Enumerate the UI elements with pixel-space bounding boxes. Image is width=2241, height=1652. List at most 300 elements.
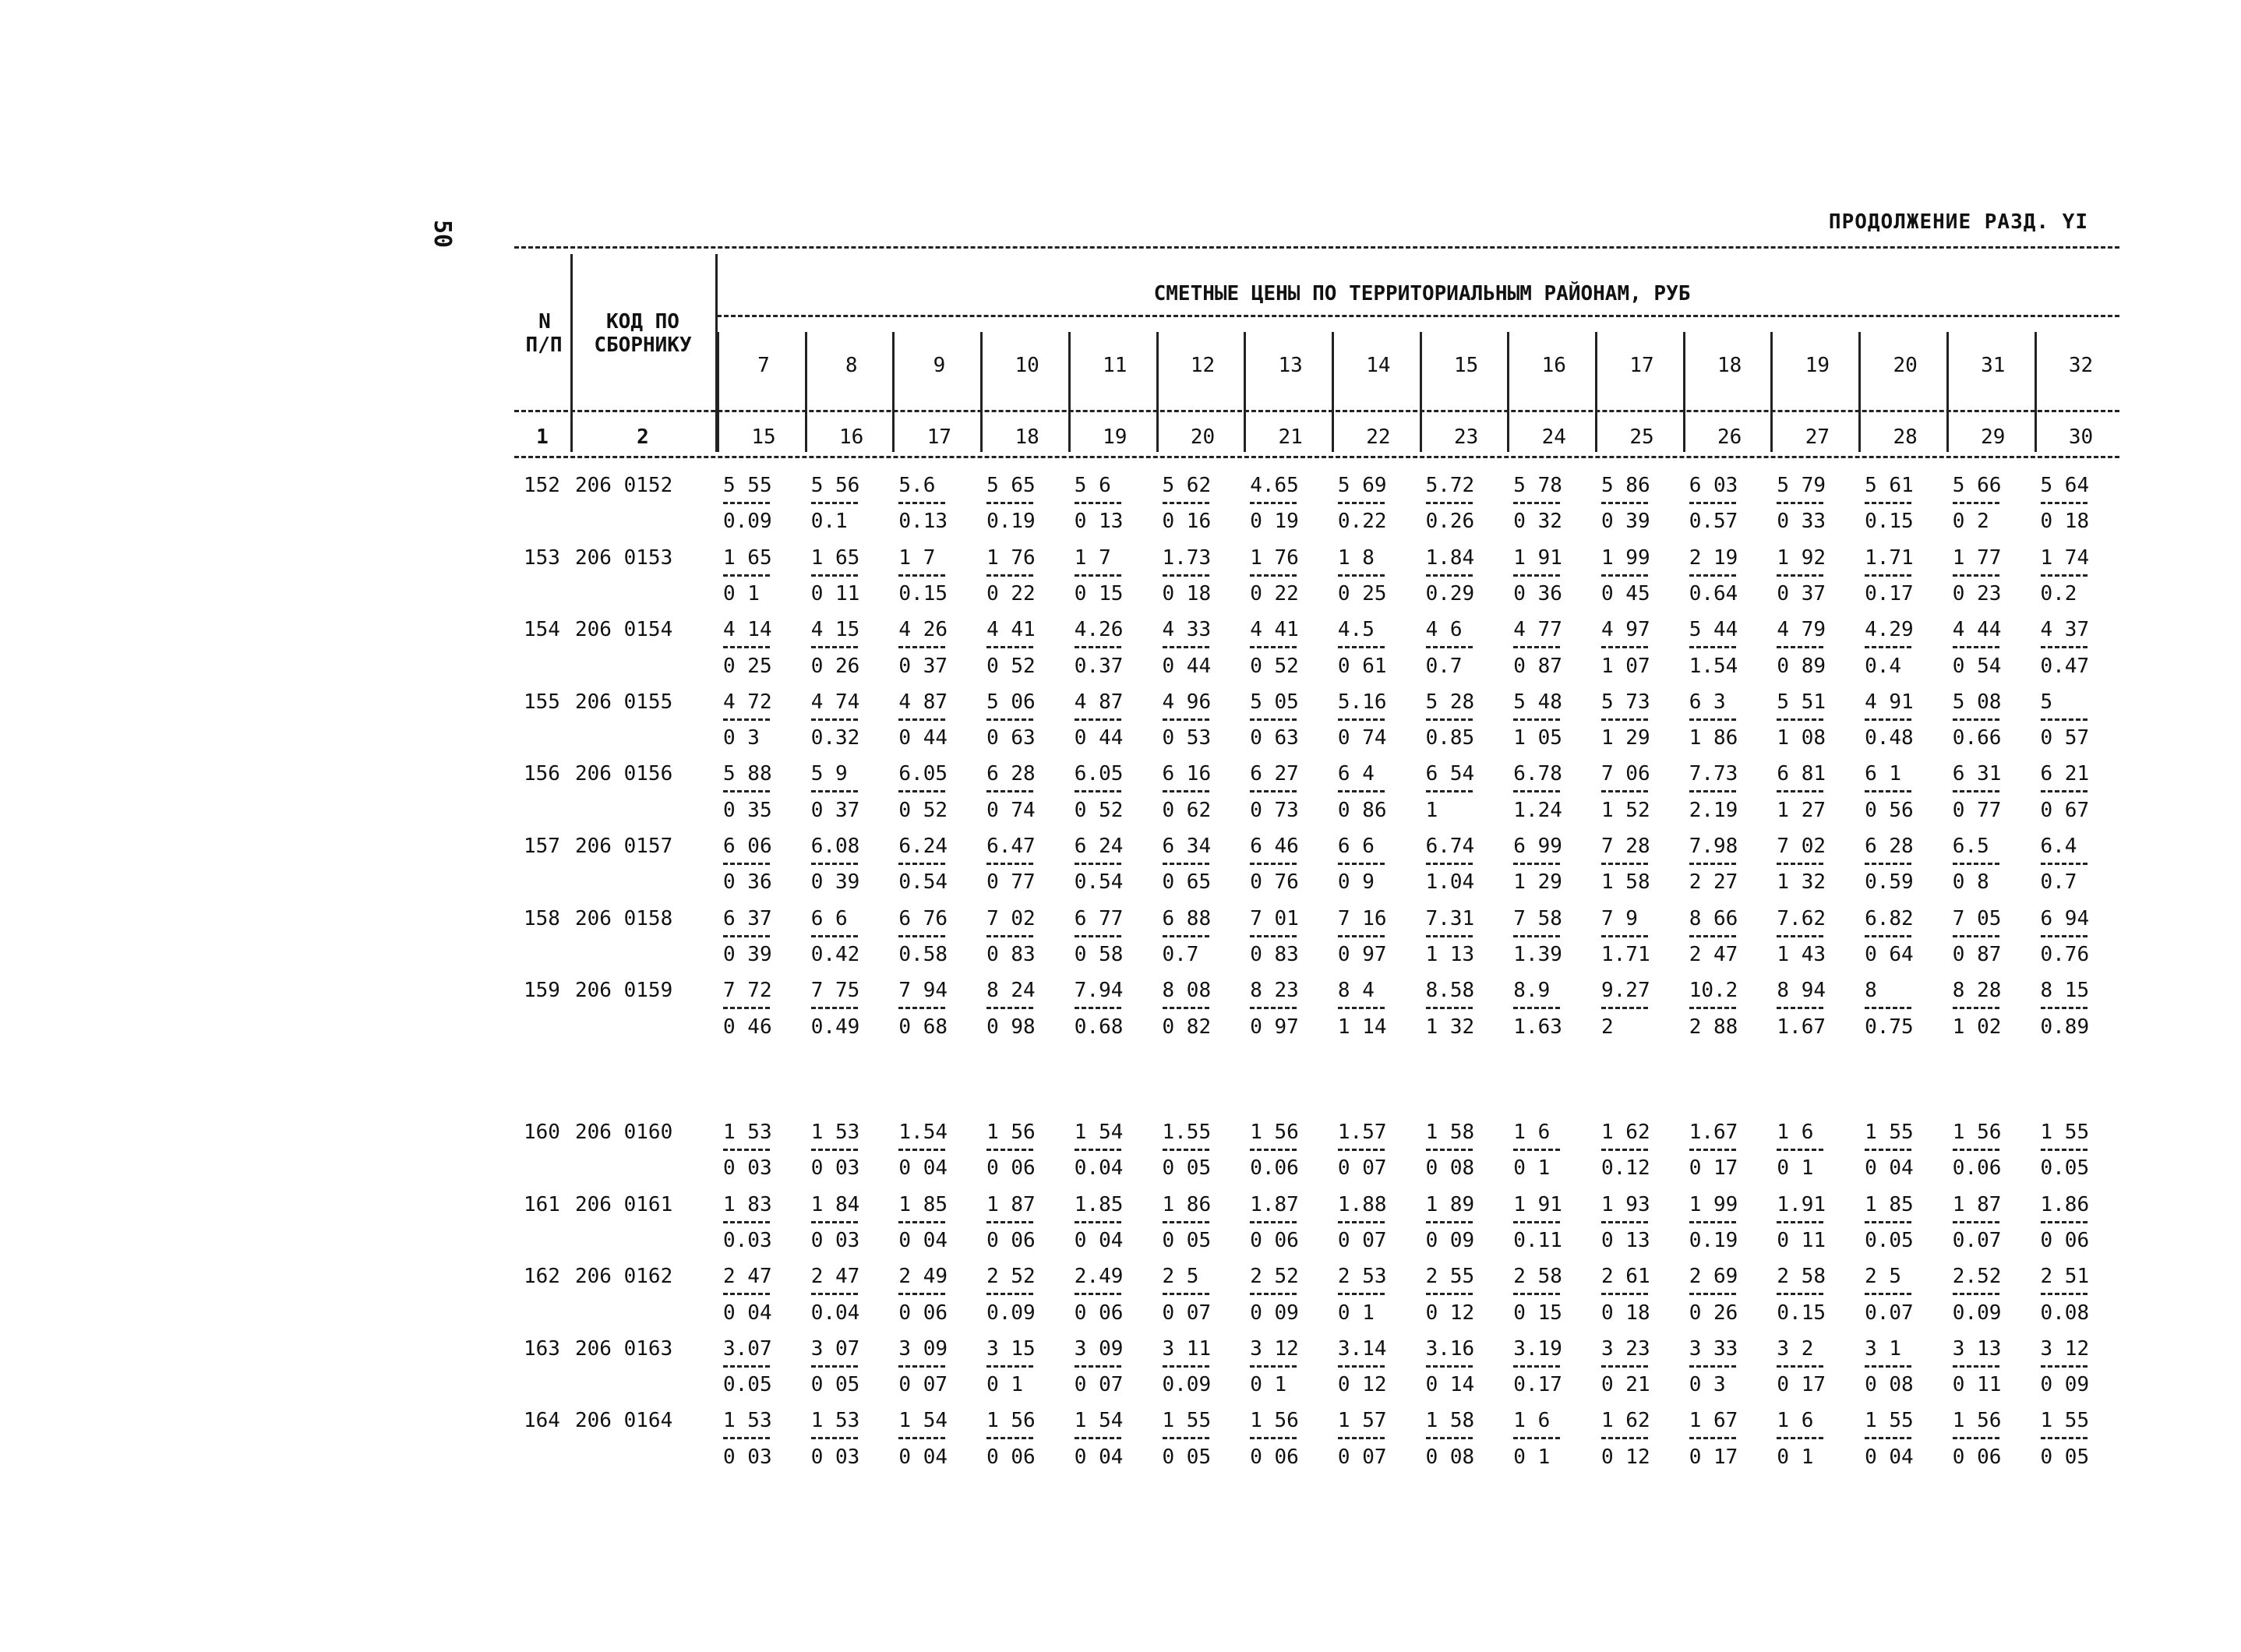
table-cell: 0.68 — [1074, 1015, 1124, 1039]
table-cell: 0 05 — [810, 1373, 860, 1397]
district-header: 19 — [1805, 354, 1830, 377]
fraction-bar — [1426, 1007, 1473, 1009]
fraction-bar — [1865, 1365, 1911, 1368]
section-title: ПРОДОЛЖЕНИЕ РАЗД. YI — [1828, 210, 2088, 234]
table-cell: 0 16 — [1162, 510, 1212, 534]
table-cell: 1 56 — [986, 1409, 1036, 1433]
fraction-bar — [1513, 1293, 1560, 1295]
fraction-bar — [1426, 1149, 1473, 1151]
fraction-bar — [723, 1221, 770, 1223]
table-cell: 0.05 — [2040, 1156, 2090, 1181]
row-code: 206 0162 — [575, 1265, 673, 1289]
table-cell: 1 87 — [1952, 1192, 2002, 1216]
fraction-bar — [1338, 646, 1385, 648]
fraction-bar — [1250, 1437, 1297, 1439]
fraction-bar — [1513, 1007, 1560, 1009]
table-cell: 1 99 — [1689, 1192, 1738, 1216]
table-cell: 1 7 — [898, 545, 936, 570]
table-cell: 2 5 — [1162, 1265, 1199, 1289]
table-cell: 1 92 — [1777, 545, 1826, 570]
page-number: 50 — [429, 220, 456, 249]
district-header: 20 — [1893, 354, 1918, 377]
fraction-bar — [1163, 790, 1209, 792]
table-cell: 1.54 — [1689, 654, 1738, 678]
table-cell: 2.52 — [1952, 1265, 2002, 1289]
table-cell: 2 53 — [1337, 1265, 1387, 1289]
header-index-2: 2 — [637, 425, 649, 449]
fraction-bar — [1075, 790, 1121, 792]
row-number: 162 — [524, 1265, 560, 1289]
table-cell: 0.47 — [2040, 654, 2090, 678]
fraction-bar — [1163, 1293, 1209, 1295]
fraction-bar — [1075, 863, 1121, 865]
table-cell: 6.82 — [1865, 906, 1914, 930]
fraction-bar — [1513, 1221, 1560, 1223]
fraction-bar — [2041, 1007, 2087, 1009]
fraction-bar — [898, 574, 945, 577]
table-cell: 1 56 — [1250, 1409, 1299, 1433]
table-cell: 1 85 — [1865, 1192, 1914, 1216]
fraction-bar — [1513, 574, 1560, 577]
table-cell: 0 26 — [810, 654, 860, 678]
row-code: 206 0161 — [575, 1192, 673, 1216]
table-cell: 0 87 — [1513, 654, 1562, 678]
table-cell: 0 67 — [2040, 798, 2090, 822]
table-cell: 6 1 — [1865, 762, 1902, 786]
table-cell: 0 06 — [1250, 1228, 1299, 1252]
table-cell: 5 55 — [723, 474, 772, 497]
header-bottom-rule — [514, 456, 2119, 458]
fraction-bar — [898, 1293, 945, 1295]
table-cell: 0 04 — [1074, 1445, 1124, 1469]
district-index: 28 — [1893, 425, 1918, 449]
table-cell: 5.72 — [1425, 474, 1475, 497]
table-cell: 0.17 — [1513, 1373, 1562, 1397]
table-cell: 1 77 — [1952, 545, 2002, 570]
fraction-bar — [1777, 1007, 1823, 1009]
table-cell: 0 98 — [986, 1015, 1036, 1039]
table-cell: 1 56 — [1250, 1121, 1299, 1144]
table-cell: 7 28 — [1601, 835, 1650, 858]
fraction-bar — [811, 718, 858, 721]
table-cell: 0 56 — [1865, 798, 1914, 822]
fraction-bar — [1953, 1007, 1999, 1009]
fraction-bar — [1338, 935, 1385, 937]
fraction-bar — [1689, 1293, 1736, 1295]
table-cell: 1.67 — [1689, 1121, 1738, 1144]
row-number: 161 — [524, 1192, 560, 1216]
table-cell: 0.15 — [1865, 510, 1914, 534]
table-cell: 1 55 — [1865, 1121, 1914, 1144]
fraction-bar — [1601, 574, 1648, 577]
table-cell: 1 — [1425, 798, 1438, 822]
fraction-bar — [1689, 574, 1736, 577]
fraction-bar — [986, 1149, 1033, 1151]
table-cell: 0 04 — [898, 1228, 948, 1252]
fraction-bar — [1163, 502, 1209, 504]
district-index: 20 — [1190, 425, 1216, 449]
district-index: 23 — [1453, 425, 1479, 449]
table-cell: 0.03 — [723, 1228, 772, 1252]
district-header: 12 — [1190, 354, 1216, 377]
district-index: 24 — [1541, 425, 1566, 449]
fraction-bar — [1777, 646, 1823, 648]
table-cell: 0.32 — [810, 726, 860, 750]
table-cell: 0 04 — [898, 1156, 948, 1181]
district-header: 11 — [1103, 354, 1128, 377]
table-cell: 0 22 — [986, 581, 1036, 605]
table-cell: 7 05 — [1952, 906, 2002, 930]
table-cell: 0 17 — [1689, 1156, 1738, 1181]
table-cell: 2 47 — [723, 1265, 772, 1289]
table-cell: 0 83 — [986, 942, 1036, 966]
table-cell: 2 88 — [1689, 1015, 1738, 1039]
row-number: 158 — [524, 906, 560, 930]
table-cell: 4 41 — [986, 618, 1036, 642]
fraction-bar — [986, 646, 1033, 648]
table-cell: 4 15 — [810, 618, 860, 642]
table-cell: 0 06 — [2040, 1228, 2090, 1252]
fraction-bar — [986, 574, 1033, 577]
table-cell: 2 55 — [1425, 1265, 1475, 1289]
table-cell: 0 62 — [1162, 798, 1212, 822]
table-cell: 0 1 — [1777, 1156, 1814, 1181]
table-cell: 0 17 — [1777, 1373, 1826, 1397]
table-cell: 6.47 — [986, 835, 1036, 858]
fraction-bar — [1865, 1149, 1911, 1151]
table-cell: 1 53 — [810, 1409, 860, 1433]
table-cell: 3 1 — [1865, 1336, 1902, 1361]
fraction-bar — [1163, 1007, 1209, 1009]
fraction-bar — [1163, 1149, 1209, 1151]
table-cell: 7 94 — [898, 979, 948, 1003]
table-cell: 0 05 — [1162, 1228, 1212, 1252]
fraction-bar — [1250, 935, 1297, 937]
district-divider — [805, 332, 807, 452]
fraction-bar — [1426, 502, 1473, 504]
table-cell: 0 19 — [1250, 510, 1299, 534]
district-index: 21 — [1278, 425, 1303, 449]
fraction-bar — [723, 1149, 770, 1151]
table-cell: 2 51 — [2040, 1265, 2090, 1289]
row-number: 163 — [524, 1336, 560, 1361]
fraction-bar — [1163, 935, 1209, 937]
table-cell: 0 18 — [1601, 1301, 1650, 1325]
table-cell: 6 77 — [1074, 906, 1124, 930]
table-cell: 0 03 — [810, 1156, 860, 1181]
table-cell: 2 58 — [1513, 1265, 1562, 1289]
fraction-bar — [2041, 718, 2087, 721]
fraction-bar — [1513, 646, 1560, 648]
district-header: 32 — [2068, 354, 2094, 377]
table-cell: 6 03 — [1689, 474, 1738, 497]
table-cell: 0 44 — [1074, 726, 1124, 750]
row-code: 206 0159 — [575, 979, 673, 1003]
fraction-bar — [1075, 1149, 1121, 1151]
fraction-bar — [1250, 863, 1297, 865]
fraction-bar — [898, 1437, 945, 1439]
fraction-bar — [1689, 1365, 1736, 1368]
table-cell: 5 86 — [1601, 474, 1650, 497]
fraction-bar — [1689, 718, 1736, 721]
table-cell: 1 32 — [1425, 1015, 1475, 1039]
table-cell: 0 44 — [1162, 654, 1212, 678]
table-cell: 0 53 — [1162, 726, 1212, 750]
table-cell: 5 62 — [1162, 474, 1212, 497]
table-cell: 0.29 — [1425, 581, 1475, 605]
fraction-bar — [986, 1221, 1033, 1223]
table-cell: 6 3 — [1689, 690, 1726, 714]
table-cell: 1 05 — [1513, 726, 1562, 750]
table-cell: 0.7 — [2040, 870, 2077, 895]
table-cell: 7 75 — [810, 979, 860, 1003]
table-cell: 0 52 — [986, 654, 1036, 678]
fraction-bar — [1953, 863, 1999, 865]
table-cell: 0 39 — [1601, 510, 1650, 534]
table-cell: 1 91 — [1513, 1192, 1562, 1216]
table-cell: 0 3 — [1689, 1373, 1726, 1397]
district-divider — [1683, 332, 1685, 452]
fraction-bar — [1338, 1437, 1385, 1439]
fraction-bar — [1777, 574, 1823, 577]
table-cell: 4 96 — [1162, 690, 1212, 714]
table-cell: 2 58 — [1777, 1265, 1826, 1289]
fraction-bar — [1865, 1007, 1911, 1009]
table-cell: 0 25 — [723, 654, 772, 678]
table-cell: 6.08 — [810, 835, 860, 858]
table-cell: 1 52 — [1601, 798, 1650, 822]
fraction-bar — [1338, 1293, 1385, 1295]
district-header: 9 — [933, 354, 946, 377]
fraction-bar — [1953, 935, 1999, 937]
fraction-bar — [1777, 863, 1823, 865]
table-cell: 6 94 — [2040, 906, 2090, 930]
fraction-bar — [1953, 718, 1999, 721]
table-cell: 0 1 — [986, 1373, 1024, 1397]
fraction-bar — [1953, 1365, 1999, 1368]
fraction-bar — [1777, 1149, 1823, 1151]
row-code: 206 0156 — [575, 762, 673, 786]
table-cell: 0 11 — [1952, 1373, 2002, 1397]
district-index: 16 — [839, 425, 864, 449]
table-cell: 2 47 — [810, 1265, 860, 1289]
table-cell: 0 04 — [1865, 1445, 1914, 1469]
fraction-bar — [1601, 1293, 1648, 1295]
table-cell: 0 52 — [898, 798, 948, 822]
district-index: 18 — [1015, 425, 1039, 449]
row-number: 156 — [524, 762, 560, 786]
header-num-2: П/П — [525, 334, 563, 357]
table-cell: 0 54 — [1952, 654, 2002, 678]
fraction-bar — [1601, 718, 1648, 721]
fraction-bar — [723, 574, 770, 577]
table-cell: 1 58 — [1425, 1409, 1475, 1433]
table-cell: 0 04 — [1074, 1228, 1124, 1252]
table-cell: 0 06 — [986, 1228, 1036, 1252]
fraction-bar — [723, 502, 770, 504]
table-cell: 1 6 — [1777, 1409, 1814, 1433]
table-cell: 3 12 — [1250, 1336, 1299, 1361]
row-code: 206 0163 — [575, 1336, 673, 1361]
table-cell: 2 19 — [1689, 545, 1738, 570]
fraction-bar — [1250, 1293, 1297, 1295]
table-cell: 0 64 — [1865, 942, 1914, 966]
table-cell: 1 65 — [723, 545, 772, 570]
fraction-bar — [811, 502, 858, 504]
table-cell: 5 66 — [1952, 474, 2002, 497]
fraction-bar — [898, 1149, 945, 1151]
table-cell: 4.29 — [1865, 618, 1914, 642]
table-cell: 5 06 — [986, 690, 1036, 714]
table-cell: 1 6 — [1513, 1121, 1551, 1144]
table-cell: 3 11 — [1162, 1336, 1212, 1361]
fraction-bar — [1163, 863, 1209, 865]
fraction-bar — [1601, 1437, 1648, 1439]
table-cell: 0.54 — [898, 870, 948, 895]
table-cell: 0 11 — [1777, 1228, 1826, 1252]
district-header: 7 — [757, 354, 770, 377]
table-cell: 0 68 — [898, 1015, 948, 1039]
table-cell: 4 74 — [810, 690, 860, 714]
table-cell: 7.62 — [1777, 906, 1826, 930]
table-cell: 1 55 — [1162, 1409, 1212, 1433]
fraction-bar — [1689, 1007, 1736, 1009]
fraction-bar — [1075, 1437, 1121, 1439]
fraction-bar — [986, 1437, 1033, 1439]
fraction-bar — [1426, 1437, 1473, 1439]
table-cell: 1 74 — [2040, 545, 2090, 570]
table-cell: 0 26 — [1689, 1301, 1738, 1325]
table-cell: 6 28 — [986, 762, 1036, 786]
table-cell: 7 01 — [1250, 906, 1299, 930]
table-cell: 2.19 — [1689, 798, 1738, 822]
fraction-bar — [1865, 1293, 1911, 1295]
table-cell: 1 14 — [1337, 1015, 1387, 1039]
table-cell: 0 03 — [723, 1156, 772, 1181]
table-cell: 1.86 — [2040, 1192, 2090, 1216]
fraction-bar — [1689, 1149, 1736, 1151]
fraction-bar — [723, 1437, 770, 1439]
table-cell: 8 66 — [1689, 906, 1738, 930]
fraction-bar — [2041, 646, 2087, 648]
fraction-bar — [986, 935, 1033, 937]
district-index: 27 — [1805, 425, 1830, 449]
table-cell: 4 87 — [1074, 690, 1124, 714]
fraction-bar — [1865, 935, 1911, 937]
fraction-bar — [986, 863, 1033, 865]
fraction-bar — [1513, 1437, 1560, 1439]
table-cell: 8 — [1865, 979, 1877, 1003]
table-cell: 6 6 — [1337, 835, 1375, 858]
table-cell: 0.15 — [1777, 1301, 1826, 1325]
table-cell: 5 51 — [1777, 690, 1826, 714]
fraction-bar — [1513, 863, 1560, 865]
table-cell: 4 14 — [723, 618, 772, 642]
table-cell: 1.39 — [1513, 942, 1562, 966]
table-cell: 0.85 — [1425, 726, 1475, 750]
table-cell: 7 16 — [1337, 906, 1387, 930]
table-cell: 6.05 — [898, 762, 948, 786]
table-cell: 0 9 — [1337, 870, 1375, 895]
table-cell: 0 12 — [1337, 1373, 1387, 1397]
district-header: 10 — [1015, 354, 1039, 377]
table-cell: 0 23 — [1952, 581, 2002, 605]
table-cell: 1 62 — [1601, 1121, 1650, 1144]
table-cell: 1 93 — [1601, 1192, 1650, 1216]
table-cell: 1.71 — [1601, 942, 1650, 966]
table-cell: 5 56 — [810, 474, 860, 497]
table-cell: 4 33 — [1162, 618, 1212, 642]
table-cell: 0 08 — [1865, 1373, 1914, 1397]
district-divider — [1244, 332, 1246, 452]
table-cell: 0 36 — [1513, 581, 1562, 605]
table-cell: 6 21 — [2040, 762, 2090, 786]
table-cell: 0 1 — [1250, 1373, 1287, 1397]
table-cell: 1 89 — [1425, 1192, 1475, 1216]
row-number: 152 — [524, 474, 560, 497]
table-cell: 0 03 — [810, 1228, 860, 1252]
fraction-bar — [1513, 1365, 1560, 1368]
table-cell: 0 1 — [1777, 1445, 1814, 1469]
row-number: 154 — [524, 618, 560, 642]
fraction-bar — [1075, 574, 1121, 577]
table-cell: 0 21 — [1601, 1373, 1650, 1397]
fraction-bar — [1163, 1221, 1209, 1223]
fraction-bar — [723, 863, 770, 865]
fraction-bar — [1777, 502, 1823, 504]
table-cell: 0 35 — [723, 798, 772, 822]
table-cell: 0.11 — [1513, 1228, 1562, 1252]
table-cell: 5 69 — [1337, 474, 1387, 497]
table-cell: 0.22 — [1337, 510, 1387, 534]
table-cell: 0.13 — [898, 510, 948, 534]
fraction-bar — [1777, 935, 1823, 937]
table-cell: 0.64 — [1689, 581, 1738, 605]
fraction-bar — [1865, 790, 1911, 792]
fraction-bar — [1777, 718, 1823, 721]
table-cell: 1.87 — [1250, 1192, 1299, 1216]
fraction-bar — [1777, 1365, 1823, 1368]
fraction-bar — [1689, 646, 1736, 648]
table-cell: 0.15 — [898, 581, 948, 605]
table-cell: 1.85 — [1074, 1192, 1124, 1216]
district-divider — [1507, 332, 1509, 452]
table-top-rule — [514, 246, 2119, 249]
fraction-bar — [1689, 502, 1736, 504]
fraction-bar — [811, 1007, 858, 1009]
table-cell: 0.17 — [1865, 581, 1914, 605]
fraction-bar — [2041, 1365, 2087, 1368]
table-cell: 0.1 — [810, 510, 848, 534]
table-cell: 2 — [1601, 1015, 1614, 1039]
table-cell: 1.04 — [1425, 870, 1475, 895]
fraction-bar — [1601, 646, 1648, 648]
table-cell: 1 56 — [1952, 1409, 2002, 1433]
table-cell: 1.73 — [1162, 545, 1212, 570]
table-cell: 0.57 — [1689, 510, 1738, 534]
table-cell: 10.2 — [1689, 979, 1738, 1003]
table-cell: 0 39 — [810, 870, 860, 895]
row-code: 206 0153 — [575, 545, 673, 570]
table-cell: 0.66 — [1952, 726, 2002, 750]
table-cell: 5 28 — [1425, 690, 1475, 714]
table-cell: 0 07 — [1162, 1301, 1212, 1325]
table-cell: 1 83 — [723, 1192, 772, 1216]
table-cell: 0 05 — [1162, 1156, 1212, 1181]
district-index: 26 — [1717, 425, 1742, 449]
table-cell: 1 53 — [723, 1409, 772, 1433]
fraction-bar — [723, 790, 770, 792]
